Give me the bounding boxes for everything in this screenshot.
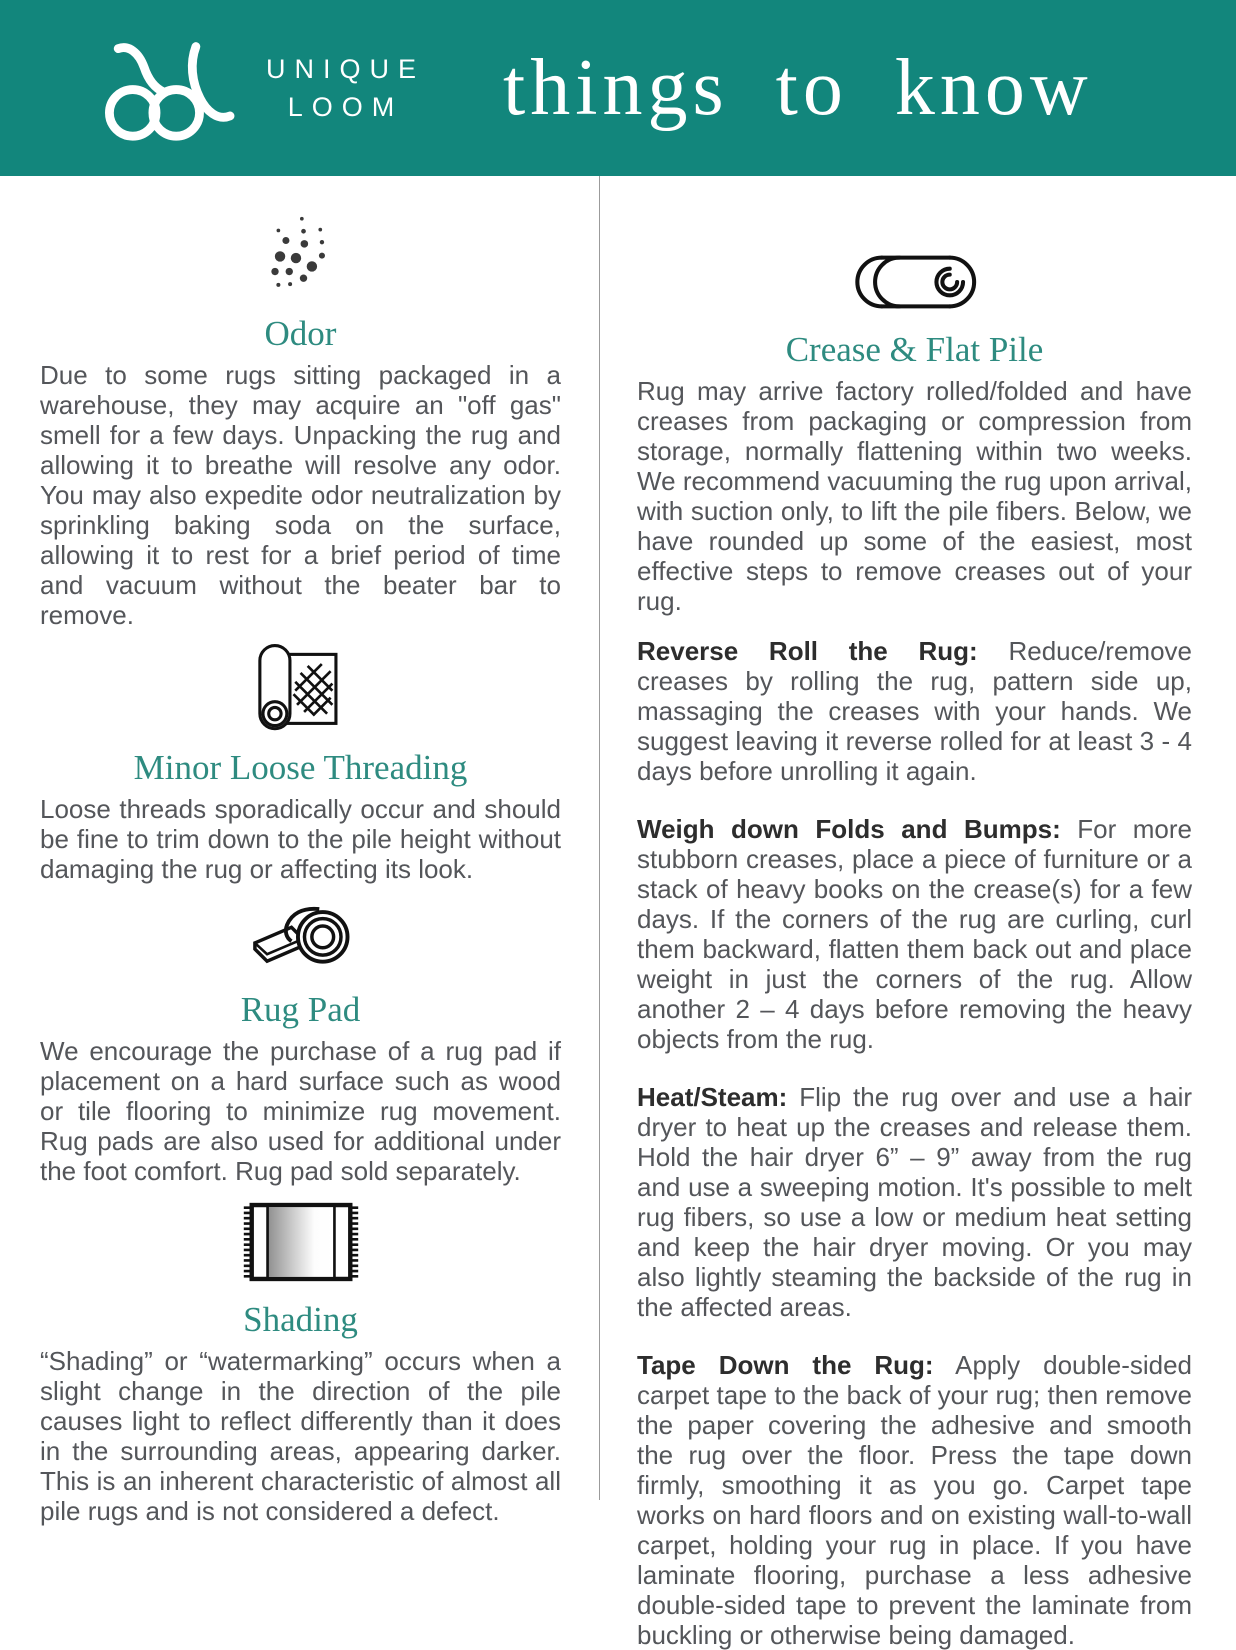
section-title-crease: Crease & Flat Pile xyxy=(785,330,1044,369)
rug-pad-roll-icon xyxy=(240,896,362,976)
section-body-threading: Loose threads sporadically occur and should be fine to trim down to the pile height without damaging the rug or affecting its look. xyxy=(40,794,561,884)
brand-name xyxy=(266,50,425,126)
section-crease-flat-pile xyxy=(637,248,1192,616)
page-title: things to know xyxy=(503,43,1093,132)
section-minor-loose-threading xyxy=(40,642,561,884)
step-heat-steam xyxy=(637,1082,1192,1322)
step-weigh-down xyxy=(637,814,1192,1054)
section-shading xyxy=(40,1198,561,1526)
section-rug-pad xyxy=(40,896,561,1186)
step-weigh-down-label: Weigh down Folds and Bumps: xyxy=(637,814,1061,844)
section-body-odor: Due to some rugs sitting packaged in a warehouse, they may acquire an "off gas" smell for a few days. Unpacking the rug and allowing it to breathe will resolve any odor. You may also expedite odor neutralization by sprinkling baking soda on the surface, allowing it to rest for a brief period of time and vacuum without the beater bar to remove. xyxy=(40,360,561,630)
left-column xyxy=(0,176,599,1526)
step-reverse-roll xyxy=(637,636,1192,786)
section-body-shading: “Shading” or “watermarking” occurs when a slight change in the direction of the pile causes light to reflect differently than it does in the surrounding areas, appearing darker. This is an inherent characteristic of almost all pile rugs and is not considered a defect. xyxy=(40,1346,561,1526)
brand-name-line1: UNIQUE xyxy=(266,54,426,84)
section-title-threading: Minor Loose Threading xyxy=(133,748,468,787)
content-area xyxy=(0,176,1236,1650)
unique-loom-logo-icon xyxy=(96,30,244,146)
step-tape-down xyxy=(637,1350,1192,1650)
right-column xyxy=(600,176,1236,1650)
section-title-rug-pad: Rug Pad xyxy=(240,990,361,1029)
brand-logo-group xyxy=(96,30,425,146)
section-title-shading: Shading xyxy=(243,1300,358,1339)
step-heat-steam-label: Heat/Steam: xyxy=(637,1082,788,1112)
section-title-odor: Odor xyxy=(264,314,337,353)
step-weigh-down-text: For more stubborn creases, place a piece of furniture or a stack of heavy books on the crease(s) for a few days. If the corners of the rug are curling, curl them backward, flatten them back out and place weight in just the corners of the rug. Allow another 2 – 4 days before removing the heavy objects from the rug. xyxy=(637,814,1192,1054)
section-odor xyxy=(40,212,561,630)
step-reverse-roll-text: Reduce/remove creases by rolling the rug, pattern side up, massaging the creases with your hands. We suggest leaving it reverse rolled for at least 3 - 4 days before unrolling it again. xyxy=(637,636,1193,786)
step-heat-steam-text: Flip the rug over and use a hair dryer to heat up the creases and release them. Hold the hair dryer 6” – 9” away from the rug and use a sweeping motion. It's possible to melt rug fibers, so use a low or medium heat setting and keep the hair dryer moving. Or you may also lightly steaming the backside of the rug in the affected areas. xyxy=(637,1082,1193,1322)
rolled-rug-crosshatch-icon xyxy=(252,642,350,734)
odor-dots-icon xyxy=(251,212,351,300)
shaded-rug-fringe-icon xyxy=(232,1198,370,1286)
header-banner xyxy=(0,0,1236,176)
step-tape-down-text: Apply double-sided carpet tape to the back of your rug; then remove the paper covering the adhesive and smooth the rug over the floor. Press the tape down firmly, smoothing it as you go. Carpet tape works on hard floors and on existing wall-to-wall carpet, holding your rug in place. If you have laminate flooring, purchase a less adhesive double-sided tape to prevent the laminate from buckling or otherwise being damaged. xyxy=(637,1350,1193,1650)
rolled-rug-spiral-icon xyxy=(851,248,979,316)
step-tape-down-label: Tape Down the Rug: xyxy=(637,1350,934,1380)
section-body-crease: Rug may arrive factory rolled/folded and have creases from packaging or compression from storage, normally flattening within two weeks. We recommend vacuuming the rug upon arrival, with suction only, to lift the pile fibers. Below, we have rounded up some of the easiest, most effective steps to remove creases out of your rug. xyxy=(637,376,1192,616)
brand-name-line2: LOOM xyxy=(287,92,404,122)
crease-removal-steps xyxy=(637,636,1192,1650)
section-body-rug-pad: We encourage the purchase of a rug pad if placement on a hard surface such as wood or tile flooring to minimize rug movement. Rug pads are also used for additional under the foot comfort. Rug pad sold separately. xyxy=(40,1036,561,1186)
step-reverse-roll-label: Reverse Roll the Rug: xyxy=(637,636,978,666)
